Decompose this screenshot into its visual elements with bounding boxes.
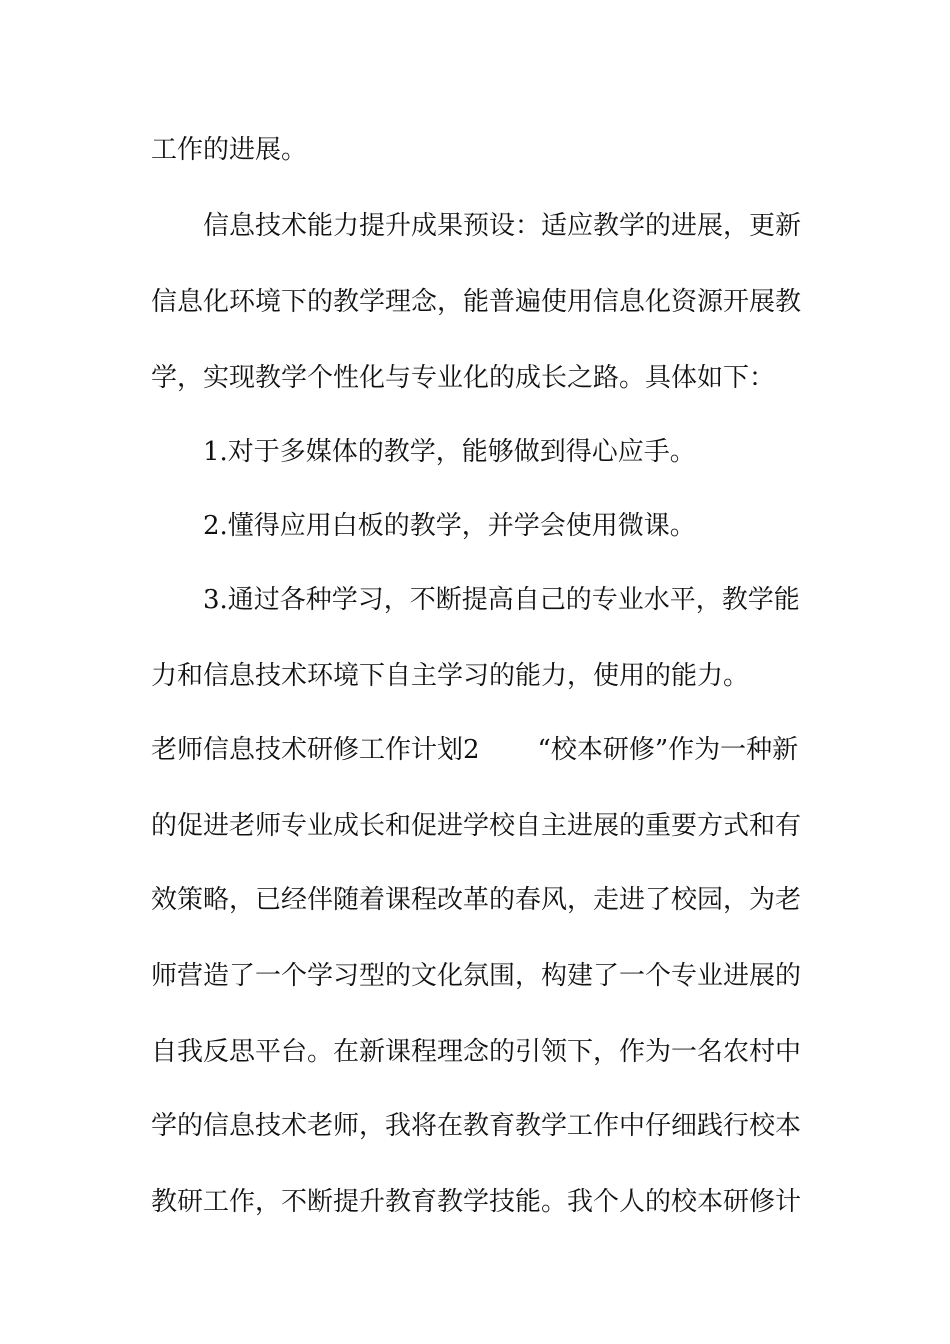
text-line: 教研工作，不断提升教育教学技能。我个人的校本研修计 [151,1187,802,1217]
text-line: 信息技术能力提升成果预设：适应教学的进展，更新 [203,211,802,241]
text-line: 自我反思平台。在新课程理念的引领下，作为一名农村中 [151,1037,802,1067]
text-line: 学的信息技术老师，我将在教育教学工作中仔细践行校本 [151,1111,802,1141]
list-item: 1.对于多媒体的教学，能够做到得心应手。 [203,437,696,467]
text-line: 的促进老师专业成长和促进学校自主进展的重要方式和有 [151,811,802,841]
text-line: 工作的进展。 [151,135,308,165]
text-line: 效策略，已经伴随着课程改革的春风，走进了校园，为老 [151,885,802,915]
text-line: 师营造了一个学习型的文化氛围，构建了一个专业进展的 [151,961,802,991]
text-line: 信息化环境下的教学理念，能普遍使用信息化资源开展教 [151,287,802,317]
section-heading [151,730,798,770]
list-item: 2.懂得应用白板的教学，并学会使用微课。 [203,511,696,541]
heading-continuation: “校本研修”作为一种新 [537,735,799,765]
text-line: 力和信息技术环境下自主学习的能力，使用的能力。 [151,661,750,691]
heading-title: 老师信息技术研修工作计划2 [151,735,480,765]
text-line: 学，实现教学个性化与专业化的成长之路。具体如下： [151,363,776,393]
list-item: 3.通过各种学习，不断提高自己的专业水平，教学能 [203,585,800,615]
